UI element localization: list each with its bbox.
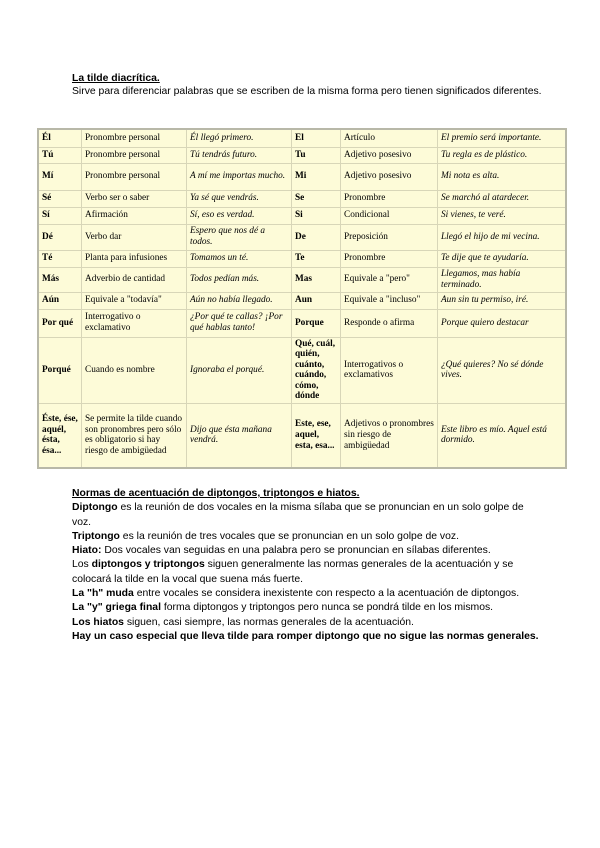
table-row <box>38 207 566 224</box>
word-meaning: Equivale a "pero" <box>341 267 438 292</box>
table-row <box>38 309 566 337</box>
word-example: A mí me importas mucho. <box>187 163 292 190</box>
word-example: Ignoraba el porqué. <box>187 337 292 404</box>
word-example: Llegamos, mas había terminado. <box>438 267 567 292</box>
word-unaccented: Mas <box>292 267 341 292</box>
table-row <box>38 250 566 267</box>
definition: siguen, casi siempre, las normas generales de la acentuación. <box>123 616 414 628</box>
paragraph-triptongo <box>72 530 542 544</box>
diacritic-table <box>37 128 567 469</box>
word-unaccented: Te <box>292 250 341 267</box>
definition: es la reunión de tres vocales que se pronuncian en un solo golpe de voz. <box>119 530 459 542</box>
table-row <box>38 190 566 207</box>
word-accented: Dé <box>38 224 82 250</box>
word-example: Aun sin tu permiso, iré. <box>438 292 567 309</box>
word-accented: Sé <box>38 190 82 207</box>
word-accented: Por qué <box>38 309 82 337</box>
word-example: Tu regla es de plástico. <box>438 147 567 163</box>
word-meaning: Equivale a "todavía" <box>82 292 187 309</box>
paragraph-h-muda <box>72 587 542 601</box>
word-meaning: Pronombre personal <box>82 147 187 163</box>
word-accented: Éste, ése, aquél, ésta, ésa... <box>38 404 82 468</box>
section-title: Normas de acentuación de diptongos, triptongos e hiatos. <box>72 488 360 499</box>
word-accented: Aún <box>38 292 82 309</box>
word-example: Dijo que ésta mañana vendrá. <box>187 404 292 468</box>
word-accented: Sí <box>38 207 82 224</box>
word-example: Sí, eso es verdad. <box>187 207 292 224</box>
word-example: Mi nota es alta. <box>438 163 567 190</box>
word-unaccented: Aun <box>292 292 341 309</box>
word-meaning: Responde o afirma <box>341 309 438 337</box>
word-example: Porque quiero destacar <box>438 309 567 337</box>
word-example: Todos pedían más. <box>187 267 292 292</box>
paragraph-hiatos <box>72 616 542 630</box>
word-example: Él llegó primero. <box>187 129 292 147</box>
word-meaning: Planta para infusiones <box>82 250 187 267</box>
word-meaning: Afirmación <box>82 207 187 224</box>
table-row <box>38 337 566 404</box>
special-note: Hay un caso especial que lleva tilde para romper diptongo que no sigue las normas generales. <box>72 630 539 642</box>
word-meaning: Pronombre <box>341 190 438 207</box>
word-meaning: Cuando es nombre <box>82 337 187 404</box>
word-meaning: Interrogativos o exclamativos <box>341 337 438 404</box>
term: Triptongo <box>72 530 120 542</box>
word-example: Si vienes, te veré. <box>438 207 567 224</box>
table-row <box>38 147 566 163</box>
definition: es la reunión de dos vocales en la misma sílaba que se pronuncian en un solo golpe de voz. <box>72 502 524 528</box>
word-example: Llegó el hijo de mi vecina. <box>438 224 567 250</box>
table-row <box>38 163 566 190</box>
term: La "y" griega final <box>72 602 161 614</box>
word-example: Ya sé que vendrás. <box>187 190 292 207</box>
word-unaccented: Qué, cuál, quién, cuánto, cuándo, cómo, dónde <box>292 337 341 404</box>
word-example: Aún no había llegado. <box>187 292 292 309</box>
word-example: Tú tendrás futuro. <box>187 147 292 163</box>
paragraph-diptongos-triptongos <box>72 558 542 587</box>
word-meaning: Verbo ser o saber <box>82 190 187 207</box>
word-accented: Tú <box>38 147 82 163</box>
table-row <box>38 129 566 147</box>
word-meaning: Adverbio de cantidad <box>82 267 187 292</box>
word-unaccented: Si <box>292 207 341 224</box>
definition: entre vocales se considera inexistente con respecto a la acentuación de diptongos. <box>133 588 520 600</box>
word-unaccented: Porque <box>292 309 341 337</box>
word-meaning: Adjetivo posesivo <box>341 163 438 190</box>
word-meaning: Adjetivo posesivo <box>341 147 438 163</box>
definition: siguen generalmente las normas generales de la acentuación y se colocará la tilde en la vocal que suena más fuerte. <box>72 559 514 585</box>
word-unaccented: De <box>292 224 341 250</box>
definition: forma diptongos y triptongos pero nunca se pondrá tilde en los mismos. <box>160 602 494 614</box>
section-tilde-diacritica <box>72 72 542 98</box>
word-meaning: Interrogativo o exclamativo <box>82 309 187 337</box>
word-example: ¿Qué quieres? No sé dónde vives. <box>438 337 567 404</box>
section-title: La tilde diacrítica. <box>72 73 160 84</box>
word-example: Te dije que te ayudaría. <box>438 250 567 267</box>
word-unaccented: Se <box>292 190 341 207</box>
word-example: Espero que nos dé a todos. <box>187 224 292 250</box>
word-example: El premio será importante. <box>438 129 567 147</box>
word-unaccented: Mi <box>292 163 341 190</box>
section-intro: Sirve para diferenciar palabras que se escriben de la misma forma pero tienen significados diferentes. <box>72 86 542 97</box>
word-unaccented: Este, ese, aquel, esta, esa... <box>292 404 341 468</box>
table-row <box>38 404 566 468</box>
word-meaning: Adjetivos o pronombres sin riesgo de ambigüedad <box>341 404 438 468</box>
paragraph-diptongo <box>72 501 542 530</box>
word-meaning: Pronombre personal <box>82 129 187 147</box>
word-meaning: Pronombre personal <box>82 163 187 190</box>
word-meaning: Verbo dar <box>82 224 187 250</box>
table-row <box>38 224 566 250</box>
section-diptongos <box>72 487 542 644</box>
word-unaccented: Tu <box>292 147 341 163</box>
word-meaning: Preposición <box>341 224 438 250</box>
word-accented: Más <box>38 267 82 292</box>
prefix: Los <box>72 559 92 571</box>
word-accented: Té <box>38 250 82 267</box>
paragraph-special-case <box>72 630 542 644</box>
word-meaning: Se permite la tilde cuando son pronombres pero sólo es obligatorio si hay riesgo de ambigüedad <box>82 404 187 468</box>
word-example: ¿Por qué te callas? ¡Por qué hablas tanto! <box>187 309 292 337</box>
word-meaning: Artículo <box>341 129 438 147</box>
word-unaccented: El <box>292 129 341 147</box>
definition: Dos vocales van seguidas en una palabra pero se pronuncian en sílabas diferentes. <box>101 545 491 557</box>
word-meaning: Equivale a "incluso" <box>341 292 438 309</box>
term: Los hiatos <box>72 616 124 628</box>
term: diptongos y triptongos <box>91 559 205 571</box>
word-meaning: Pronombre <box>341 250 438 267</box>
word-accented: Él <box>38 129 82 147</box>
term: Hiato: <box>72 545 102 557</box>
word-example: Se marchó al atardecer. <box>438 190 567 207</box>
table-row <box>38 292 566 309</box>
paragraph-hiato <box>72 544 542 558</box>
term: Diptongo <box>72 502 118 514</box>
table-row <box>38 267 566 292</box>
word-accented: Porqué <box>38 337 82 404</box>
paragraph-y-griega <box>72 601 542 615</box>
word-meaning: Condicional <box>341 207 438 224</box>
word-example: Este libro es mío. Aquel está dormido. <box>438 404 567 468</box>
word-example: Tomamos un té. <box>187 250 292 267</box>
term: La "h" muda <box>72 588 134 600</box>
word-accented: Mí <box>38 163 82 190</box>
